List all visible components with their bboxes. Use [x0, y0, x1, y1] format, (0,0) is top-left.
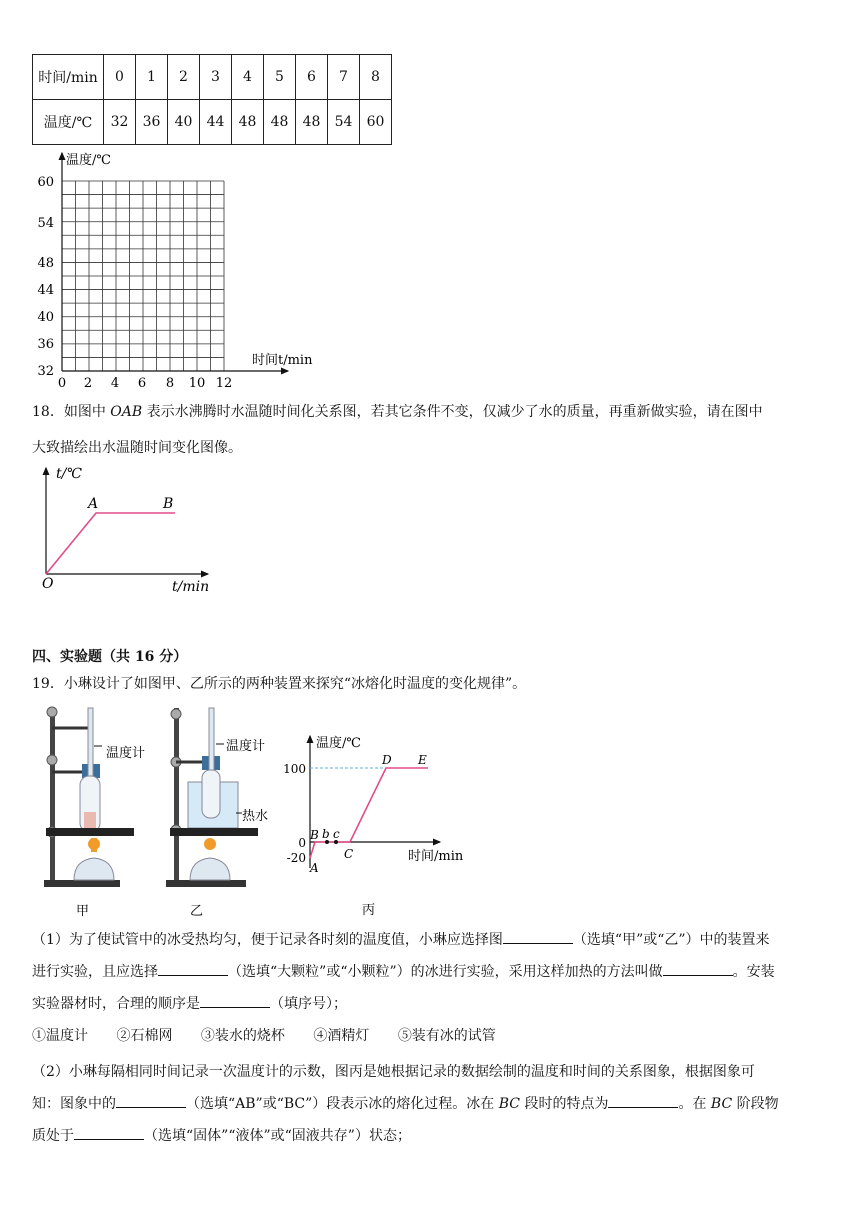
temp-cell: 48: [232, 100, 264, 145]
time-cell: 8: [360, 55, 392, 100]
time-cell: 7: [328, 55, 360, 100]
alcohol-lamp: [74, 858, 114, 880]
point-b-label: B: [163, 496, 174, 512]
test-tube: [202, 770, 220, 818]
blank: [663, 961, 733, 976]
x-tick-label: 8: [165, 376, 175, 390]
time-cell: 5: [264, 55, 296, 100]
gauze-ring: [46, 828, 134, 836]
stand-rod: [50, 708, 55, 880]
x-tick-label: 4: [110, 376, 120, 390]
bing-xlabel: 时间/min: [408, 849, 464, 864]
temp-cell: 40: [168, 100, 200, 145]
time-cell: 3: [200, 55, 232, 100]
blank: [200, 993, 270, 1008]
bing-ylabel: 温度/℃: [316, 736, 361, 751]
row1-label: 时间/min: [33, 55, 104, 100]
q18-text: 18．如图中 OAB 表示水沸腾时水温随时间化关系图，若其它条件不变，仅减少了水的质量，再重新做实验，请在图中 大致描绘出水温随时间变化图像。: [32, 404, 763, 456]
blank: [116, 1093, 186, 1108]
x-tick-label: 6: [137, 376, 147, 390]
clamp-knob: [47, 707, 57, 717]
time-cell: 0: [104, 55, 136, 100]
caption-jia: 甲: [76, 904, 90, 919]
melting-chart: [280, 728, 480, 918]
table-row: [33, 55, 392, 100]
caption-yi: 乙: [190, 904, 204, 919]
gauze-ring: [170, 828, 258, 836]
apparatus-yi: [158, 700, 288, 920]
point-label: D: [382, 753, 392, 767]
thermo-label: 温度计: [226, 739, 266, 754]
q18-ylabel: t/℃: [56, 466, 83, 482]
q19-part2: （2）小琳每隔相同时间记录一次温度计的示数，图丙是她根据记录的数据绘制的温度和时间的关系图象，根据图象可 知：图象中的 （选填“AB”或“BC”）段表示冰的熔化过程。冰在 BC 段时的特点为 。在 BC 阶段物 质处于 （选填“固体”“液体”或“固液共存”）状态；: [32, 1064, 779, 1144]
grid-xlabel: 时间t/min: [252, 353, 313, 368]
temp-cell: 48: [264, 100, 296, 145]
point-label: E: [418, 753, 427, 767]
q18-xlabel: t/min: [172, 579, 210, 595]
caption-bing: 丙: [362, 903, 376, 918]
row2-label: 温度/℃: [33, 100, 104, 145]
grid-ylabel: 温度/℃: [66, 153, 111, 168]
options-row: ①温度计 ②石棉网 ③装水的烧杯 ④酒精灯 ⑤装有冰的试管: [32, 1028, 496, 1044]
flame: [204, 838, 216, 850]
y-tick-label: 60: [37, 175, 54, 190]
flame: [88, 838, 100, 850]
blank: [503, 929, 573, 944]
q19-part1: （1）为了使试管中的冰受热均匀，便于记录各时刻的温度值，小琳应选择图 （选填“甲”或“乙”）中的装置来 进行实验，且应选择 （选填“大颗粒”或“小颗粒”）的冰进行实验，采用这样加热的方法叫做 。安装 实验器材时，合理的顺序是 （填序号）； ①温度计 ②石棉网 ③装水的烧杯 ④酒精灯 ⑤装有冰的试管: [32, 926, 842, 1050]
blank: [608, 1093, 678, 1108]
clamp-knob: [171, 709, 181, 719]
time-cell: 4: [232, 55, 264, 100]
time-cell: 6: [296, 55, 328, 100]
q19-intro: 19．小琳设计了如图甲、乙所示的两种装置来探究“冰熔化时温度的变化规律”。: [32, 676, 527, 692]
x-tick-label: 10: [188, 376, 206, 390]
alcohol-lamp: [190, 858, 230, 880]
x-tick-label: 12: [215, 376, 233, 390]
y-tick-label: 54: [37, 216, 54, 231]
apparatus-jia: [30, 700, 160, 920]
stand-rod: [174, 708, 179, 880]
time-cell: 2: [168, 55, 200, 100]
y-tick-label: 44: [37, 283, 54, 298]
data-table: [32, 54, 392, 145]
melting-curve: [310, 768, 428, 858]
stand-base: [166, 880, 246, 887]
table-row: [33, 100, 392, 145]
grid-chart: [30, 145, 330, 390]
stand-base: [44, 880, 120, 887]
point-label: A: [310, 861, 319, 875]
y-tick-label: 40: [37, 310, 54, 325]
point-label: B: [310, 828, 319, 842]
temp-cell: 32: [104, 100, 136, 145]
y-tick-label: 48: [37, 256, 54, 271]
thermo-label: 温度计: [106, 746, 146, 761]
y-tick-label: 32: [37, 364, 54, 379]
section-title: 四、实验题（共 16 分）: [32, 649, 188, 665]
point-label: C: [344, 847, 354, 861]
point-a-label: A: [88, 496, 99, 512]
water-label: 热水: [242, 809, 269, 824]
q18-chart: [30, 460, 230, 595]
oab-curve: [46, 513, 175, 574]
grid-lines: [62, 181, 224, 371]
ice: [84, 812, 96, 828]
clamp-knob: [47, 755, 57, 765]
x-tick-label: 0: [57, 376, 67, 390]
y-tick-label: 36: [37, 337, 54, 352]
temp-cell: 44: [200, 100, 232, 145]
y-tick-label: -20: [286, 851, 306, 865]
y-tick-label: 100: [283, 762, 306, 776]
point-o-label: O: [42, 576, 54, 592]
y-tick-label: 0: [298, 836, 306, 850]
blank: [158, 961, 228, 976]
time-cell: 1: [136, 55, 168, 100]
temp-cell: 60: [360, 100, 392, 145]
temp-cell: 36: [136, 100, 168, 145]
x-tick-label: 2: [83, 376, 93, 390]
blank: [74, 1125, 144, 1140]
temp-cell: 48: [296, 100, 328, 145]
point-label: c: [333, 827, 340, 841]
point-label: b: [322, 827, 330, 841]
temp-cell: 54: [328, 100, 360, 145]
